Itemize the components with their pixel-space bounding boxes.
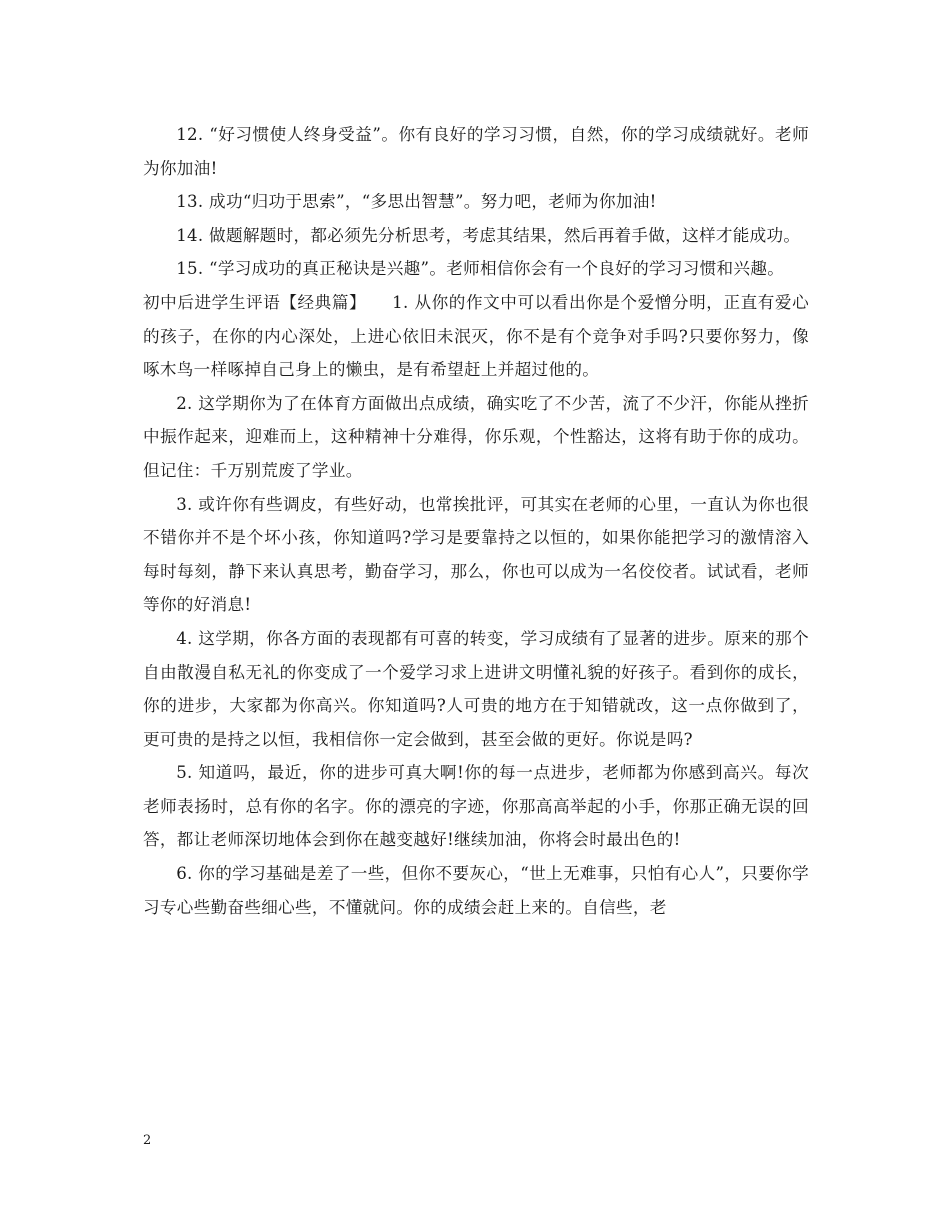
paragraph-5: 5. 知道吗，最近，你的进步可真大啊!你的每一点进步，老师都为你感到高兴。每次老师表扬时，总有你的名字。你的漂亮的字迹，你那高高举起的小手，你那正确无误的回答，都让老师深切地体会到你在越变越好!继续加油，你将会时最出色的! — [143, 763, 809, 850]
page-number: 2 — [143, 1133, 152, 1148]
document-body — [143, 118, 809, 924]
paragraph-2: 2. 这学期你为了在体育方面做出点成绩，确实吃了不少苦，流了不少汗，你能从挫折中振作起来，迎难而上，这种精神十分难得，你乐观，个性豁达，这将有助于你的成功。但记住：千万别荒废了学业。 — [143, 393, 809, 480]
paragraph-14: 14. 做题解题时，都必须先分析思考，考虑其结果，然后再着手做，这样才能成功。 — [176, 225, 801, 245]
paragraph-15: 15. “学习成功的真正秘诀是兴趣”。老师相信你会有一个良好的学习习惯和兴趣。 — [176, 259, 785, 279]
section-heading-paragraph-1: 初中后进学生评语【经典篇】 1. 从你的作文中可以看出你是个爱憎分明，正直有爱心的孩子，在你的内心深处，上进心依旧未泯灭，你不是有个竞争对手吗?只要你努力，像啄木鸟一样啄掉自己身上的懒虫，是有希望赶上并超过他的。 — [143, 292, 809, 380]
paragraph-13: 13. 成功“归功于思索”，“多思出智慧”。努力吧，老师为你加油! — [176, 192, 657, 212]
paragraph-4: 4. 这学期，你各方面的表现都有可喜的转变，学习成绩有了显著的进步。原来的那个自由散漫自私无礼的你变成了一个爱学习求上进讲文明懂礼貌的好孩子。看到你的成长，你的进步，大家都为你高兴。你知道吗?人可贵的地方在于知错就改，这一点你做到了，更可贵的是持之以恒，我相信你一定会做到，甚至会做的更好。你说是吗? — [143, 628, 809, 749]
paragraph-12: 12. “好习惯使人终身受益”。你有良好的学习习惯，自然，你的学习成绩就好。老师为你加油! — [143, 125, 809, 178]
paragraph-3: 3. 或许你有些调皮，有些好动，也常挨批评，可其实在老师的心里，一直认为你也很不错你并不是个坏小孩，你知道吗?学习是要靠持之以恒的，如果你能把学习的激情溶入每时每刻，静下来认真思考，勤奋学习，那么，你也可以成为一名佼佼者。试试看，老师等你的好消息! — [143, 494, 809, 615]
paragraph-6: 6. 你的学习基础是差了一些，但你不要灰心，“世上无难事，只怕有心人”，只要你学习专心些勤奋些细心些，不懂就问。你的成绩会赶上来的。自信些，老 — [143, 864, 809, 917]
